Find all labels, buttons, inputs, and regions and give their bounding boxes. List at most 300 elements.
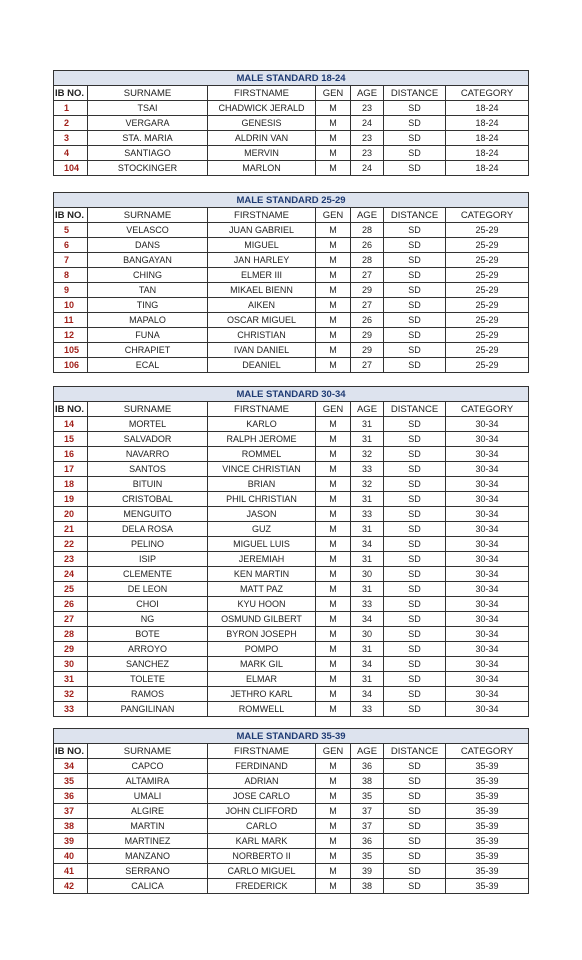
cell-category: 25-29	[446, 283, 529, 298]
section-title: MALE STANDARD 25-29	[54, 193, 529, 208]
section-25-29	[53, 192, 528, 373]
cell-surname: UMALI	[88, 789, 208, 804]
table-row	[54, 672, 529, 687]
cell-age: 34	[351, 537, 384, 552]
cell-firstname: CHRISTIAN	[208, 328, 316, 343]
cell-surname: VERGARA	[88, 116, 208, 131]
table-row	[54, 864, 529, 879]
table-row	[54, 627, 529, 642]
cell-ib: 27	[54, 612, 88, 627]
cell-surname: ECAL	[88, 358, 208, 373]
header-row	[54, 86, 529, 101]
cell-gen: M	[316, 687, 351, 702]
cell-age: 33	[351, 597, 384, 612]
cell-firstname: ELMAR	[208, 672, 316, 687]
header-gen: GEN	[316, 208, 351, 223]
cell-distance: SD	[384, 283, 446, 298]
cell-gen: M	[316, 759, 351, 774]
cell-firstname: CARLO MIGUEL	[208, 864, 316, 879]
cell-distance: SD	[384, 447, 446, 462]
table-row	[54, 238, 529, 253]
cell-distance: SD	[384, 819, 446, 834]
cell-ib: 22	[54, 537, 88, 552]
cell-surname: STOCKINGER	[88, 161, 208, 176]
cell-gen: M	[316, 597, 351, 612]
cell-ib: 12	[54, 328, 88, 343]
header-age: AGE	[351, 208, 384, 223]
cell-distance: SD	[384, 507, 446, 522]
cell-ib: 23	[54, 552, 88, 567]
cell-age: 34	[351, 657, 384, 672]
cell-firstname: JOSE CARLO	[208, 789, 316, 804]
cell-distance: SD	[384, 834, 446, 849]
cell-ib: 5	[54, 223, 88, 238]
cell-gen: M	[316, 417, 351, 432]
cell-ib: 28	[54, 627, 88, 642]
cell-age: 26	[351, 238, 384, 253]
cell-age: 29	[351, 343, 384, 358]
cell-ib: 8	[54, 268, 88, 283]
cell-firstname: MERVIN	[208, 146, 316, 161]
table-row	[54, 131, 529, 146]
cell-firstname: BRIAN	[208, 477, 316, 492]
cell-distance: SD	[384, 101, 446, 116]
table-row	[54, 223, 529, 238]
cell-ib: 26	[54, 597, 88, 612]
cell-gen: M	[316, 522, 351, 537]
cell-ib: 6	[54, 238, 88, 253]
cell-gen: M	[316, 116, 351, 131]
cell-distance: SD	[384, 849, 446, 864]
table-row	[54, 101, 529, 116]
cell-gen: M	[316, 789, 351, 804]
cell-distance: SD	[384, 432, 446, 447]
cell-distance: SD	[384, 343, 446, 358]
cell-age: 31	[351, 582, 384, 597]
cell-gen: M	[316, 819, 351, 834]
cell-ib: 33	[54, 702, 88, 717]
cell-surname: ISIP	[88, 552, 208, 567]
table-row	[54, 358, 529, 373]
cell-firstname: MARLON	[208, 161, 316, 176]
cell-surname: MAPALO	[88, 313, 208, 328]
cell-surname: FUNA	[88, 328, 208, 343]
section-title: MALE STANDARD 18-24	[54, 71, 529, 86]
table-row	[54, 789, 529, 804]
header-category: CATEGORY	[446, 208, 529, 223]
cell-age: 35	[351, 849, 384, 864]
cell-surname: CALICA	[88, 879, 208, 894]
header-distance: DISTANCE	[384, 86, 446, 101]
cell-surname: CHOI	[88, 597, 208, 612]
cell-surname: PANGILINAN	[88, 702, 208, 717]
cell-age: 33	[351, 702, 384, 717]
cell-surname: SANTOS	[88, 462, 208, 477]
cell-ib: 7	[54, 253, 88, 268]
table-row	[54, 477, 529, 492]
header-gen: GEN	[316, 86, 351, 101]
cell-age: 36	[351, 759, 384, 774]
cell-age: 30	[351, 567, 384, 582]
cell-surname: NAVARRO	[88, 447, 208, 462]
cell-age: 31	[351, 432, 384, 447]
cell-ib: 40	[54, 849, 88, 864]
cell-category: 35-39	[446, 819, 529, 834]
cell-distance: SD	[384, 238, 446, 253]
cell-category: 25-29	[446, 238, 529, 253]
cell-category: 25-29	[446, 253, 529, 268]
cell-ib: 3	[54, 131, 88, 146]
cell-category: 30-34	[446, 447, 529, 462]
race-table	[53, 70, 529, 176]
cell-firstname: MIGUEL LUIS	[208, 537, 316, 552]
cell-category: 25-29	[446, 343, 529, 358]
table-row	[54, 328, 529, 343]
cell-ib: 16	[54, 447, 88, 462]
cell-category: 30-34	[446, 582, 529, 597]
cell-firstname: OSCAR MIGUEL	[208, 313, 316, 328]
cell-category: 30-34	[446, 702, 529, 717]
cell-category: 30-34	[446, 462, 529, 477]
cell-gen: M	[316, 849, 351, 864]
cell-age: 26	[351, 313, 384, 328]
cell-category: 30-34	[446, 552, 529, 567]
cell-category: 30-34	[446, 627, 529, 642]
table-row	[54, 552, 529, 567]
table-row	[54, 283, 529, 298]
cell-ib: 41	[54, 864, 88, 879]
cell-firstname: VINCE CHRISTIAN	[208, 462, 316, 477]
cell-surname: MARTINEZ	[88, 834, 208, 849]
cell-age: 24	[351, 116, 384, 131]
table-row	[54, 507, 529, 522]
cell-distance: SD	[384, 522, 446, 537]
cell-firstname: FERDINAND	[208, 759, 316, 774]
cell-distance: SD	[384, 672, 446, 687]
cell-ib: 106	[54, 358, 88, 373]
cell-age: 31	[351, 417, 384, 432]
cell-category: 30-34	[446, 612, 529, 627]
table-row	[54, 774, 529, 789]
cell-surname: BITUIN	[88, 477, 208, 492]
cell-surname: NG	[88, 612, 208, 627]
table-row	[54, 447, 529, 462]
cell-category: 25-29	[446, 358, 529, 373]
header-category: CATEGORY	[446, 744, 529, 759]
cell-distance: SD	[384, 642, 446, 657]
cell-distance: SD	[384, 864, 446, 879]
header-surname: SURNAME	[88, 402, 208, 417]
cell-surname: PELINO	[88, 537, 208, 552]
cell-age: 38	[351, 879, 384, 894]
cell-ib: 21	[54, 522, 88, 537]
cell-ib: 25	[54, 582, 88, 597]
header-firstname: FIRSTNAME	[208, 208, 316, 223]
cell-firstname: GENESIS	[208, 116, 316, 131]
cell-ib: 11	[54, 313, 88, 328]
cell-distance: SD	[384, 597, 446, 612]
cell-gen: M	[316, 582, 351, 597]
cell-category: 30-34	[446, 687, 529, 702]
table-row	[54, 432, 529, 447]
header-firstname: FIRSTNAME	[208, 402, 316, 417]
header-distance: DISTANCE	[384, 744, 446, 759]
header-firstname: FIRSTNAME	[208, 744, 316, 759]
cell-age: 24	[351, 161, 384, 176]
header-surname: SURNAME	[88, 86, 208, 101]
cell-gen: M	[316, 552, 351, 567]
cell-age: 36	[351, 834, 384, 849]
cell-firstname: ALDRIN VAN	[208, 131, 316, 146]
race-table	[53, 728, 529, 894]
table-row	[54, 582, 529, 597]
cell-ib: 30	[54, 657, 88, 672]
cell-ib: 1	[54, 101, 88, 116]
cell-ib: 24	[54, 567, 88, 582]
cell-surname: ALGIRE	[88, 804, 208, 819]
cell-age: 37	[351, 804, 384, 819]
cell-age: 38	[351, 774, 384, 789]
header-distance: DISTANCE	[384, 208, 446, 223]
cell-category: 18-24	[446, 146, 529, 161]
cell-gen: M	[316, 462, 351, 477]
table-row	[54, 834, 529, 849]
table-row	[54, 612, 529, 627]
cell-age: 28	[351, 223, 384, 238]
cell-category: 25-29	[446, 223, 529, 238]
cell-firstname: FREDERICK	[208, 879, 316, 894]
cell-distance: SD	[384, 687, 446, 702]
cell-firstname: AIKEN	[208, 298, 316, 313]
section-title: MALE STANDARD 35-39	[54, 729, 529, 744]
cell-category: 30-34	[446, 672, 529, 687]
cell-firstname: KEN MARTIN	[208, 567, 316, 582]
cell-gen: M	[316, 657, 351, 672]
cell-ib: 18	[54, 477, 88, 492]
cell-firstname: POMPO	[208, 642, 316, 657]
cell-firstname: MATT PAZ	[208, 582, 316, 597]
cell-surname: DE LEON	[88, 582, 208, 597]
table-row	[54, 657, 529, 672]
cell-surname: TSAI	[88, 101, 208, 116]
section-title-row	[54, 387, 529, 402]
cell-category: 30-34	[446, 597, 529, 612]
cell-ib: 15	[54, 432, 88, 447]
cell-gen: M	[316, 804, 351, 819]
cell-firstname: PHIL CHRISTIAN	[208, 492, 316, 507]
cell-distance: SD	[384, 567, 446, 582]
cell-category: 30-34	[446, 432, 529, 447]
cell-age: 27	[351, 268, 384, 283]
cell-gen: M	[316, 879, 351, 894]
cell-firstname: JETHRO KARL	[208, 687, 316, 702]
cell-gen: M	[316, 283, 351, 298]
cell-age: 33	[351, 507, 384, 522]
cell-age: 31	[351, 522, 384, 537]
cell-gen: M	[316, 328, 351, 343]
cell-category: 25-29	[446, 328, 529, 343]
cell-age: 23	[351, 101, 384, 116]
cell-surname: MENGUITO	[88, 507, 208, 522]
cell-distance: SD	[384, 358, 446, 373]
table-row	[54, 116, 529, 131]
cell-distance: SD	[384, 268, 446, 283]
cell-distance: SD	[384, 492, 446, 507]
cell-gen: M	[316, 131, 351, 146]
cell-age: 29	[351, 328, 384, 343]
cell-surname: BOTE	[88, 627, 208, 642]
section-title-row	[54, 193, 529, 208]
cell-age: 31	[351, 492, 384, 507]
table-row	[54, 298, 529, 313]
cell-firstname: ELMER III	[208, 268, 316, 283]
cell-firstname: JOHN CLIFFORD	[208, 804, 316, 819]
cell-distance: SD	[384, 328, 446, 343]
cell-age: 30	[351, 627, 384, 642]
header-category: CATEGORY	[446, 86, 529, 101]
cell-distance: SD	[384, 146, 446, 161]
header-row	[54, 208, 529, 223]
cell-category: 25-29	[446, 268, 529, 283]
cell-age: 34	[351, 687, 384, 702]
cell-firstname: ROMMEL	[208, 447, 316, 462]
table-row	[54, 702, 529, 717]
header-surname: SURNAME	[88, 208, 208, 223]
table-row	[54, 567, 529, 582]
cell-ib: 39	[54, 834, 88, 849]
table-row	[54, 313, 529, 328]
cell-gen: M	[316, 567, 351, 582]
cell-age: 27	[351, 358, 384, 373]
cell-firstname: RALPH JEROME	[208, 432, 316, 447]
cell-distance: SD	[384, 702, 446, 717]
cell-category: 30-34	[446, 417, 529, 432]
cell-distance: SD	[384, 612, 446, 627]
header-gen: GEN	[316, 402, 351, 417]
section-35-39	[53, 728, 528, 894]
table-row	[54, 268, 529, 283]
cell-distance: SD	[384, 657, 446, 672]
cell-firstname: CARLO	[208, 819, 316, 834]
table-row	[54, 849, 529, 864]
cell-category: 35-39	[446, 789, 529, 804]
cell-gen: M	[316, 642, 351, 657]
section-18-24	[53, 70, 528, 176]
table-row	[54, 819, 529, 834]
cell-category: 30-34	[446, 492, 529, 507]
cell-age: 23	[351, 146, 384, 161]
section-title-row	[54, 729, 529, 744]
cell-surname: DANS	[88, 238, 208, 253]
table-row	[54, 759, 529, 774]
cell-category: 35-39	[446, 864, 529, 879]
table-row	[54, 537, 529, 552]
cell-surname: MARTIN	[88, 819, 208, 834]
cell-distance: SD	[384, 313, 446, 328]
cell-firstname: JAN HARLEY	[208, 253, 316, 268]
race-table	[53, 386, 529, 717]
cell-category: 35-39	[446, 834, 529, 849]
race-table	[53, 192, 529, 373]
cell-distance: SD	[384, 161, 446, 176]
cell-gen: M	[316, 477, 351, 492]
cell-gen: M	[316, 358, 351, 373]
cell-age: 32	[351, 477, 384, 492]
cell-distance: SD	[384, 417, 446, 432]
cell-gen: M	[316, 313, 351, 328]
cell-firstname: KARLO	[208, 417, 316, 432]
cell-distance: SD	[384, 223, 446, 238]
cell-category: 25-29	[446, 313, 529, 328]
cell-category: 30-34	[446, 657, 529, 672]
cell-ib: 20	[54, 507, 88, 522]
header-firstname: FIRSTNAME	[208, 86, 316, 101]
header-age: AGE	[351, 402, 384, 417]
cell-ib: 9	[54, 283, 88, 298]
cell-surname: TING	[88, 298, 208, 313]
header-age: AGE	[351, 744, 384, 759]
cell-distance: SD	[384, 477, 446, 492]
header-category: CATEGORY	[446, 402, 529, 417]
cell-gen: M	[316, 343, 351, 358]
cell-firstname: OSMUND GILBERT	[208, 612, 316, 627]
cell-surname: CHRAPIET	[88, 343, 208, 358]
cell-gen: M	[316, 627, 351, 642]
cell-firstname: JEREMIAH	[208, 552, 316, 567]
cell-firstname: NORBERTO II	[208, 849, 316, 864]
cell-surname: MORTEL	[88, 417, 208, 432]
cell-category: 35-39	[446, 759, 529, 774]
header-surname: SURNAME	[88, 744, 208, 759]
header-ib: IB NO.	[54, 402, 88, 417]
cell-distance: SD	[384, 116, 446, 131]
table-row	[54, 146, 529, 161]
table-row	[54, 462, 529, 477]
cell-ib: 42	[54, 879, 88, 894]
cell-surname: SERRANO	[88, 864, 208, 879]
cell-distance: SD	[384, 462, 446, 477]
cell-gen: M	[316, 238, 351, 253]
cell-distance: SD	[384, 789, 446, 804]
cell-category: 35-39	[446, 774, 529, 789]
cell-surname: CAPCO	[88, 759, 208, 774]
cell-gen: M	[316, 161, 351, 176]
cell-firstname: BYRON JOSEPH	[208, 627, 316, 642]
cell-gen: M	[316, 253, 351, 268]
cell-firstname: MARK GIL	[208, 657, 316, 672]
cell-firstname: JUAN GABRIEL	[208, 223, 316, 238]
cell-firstname: ROMWELL	[208, 702, 316, 717]
cell-gen: M	[316, 864, 351, 879]
cell-surname: RAMOS	[88, 687, 208, 702]
header-row	[54, 402, 529, 417]
table-row	[54, 804, 529, 819]
table-row	[54, 253, 529, 268]
cell-surname: MANZANO	[88, 849, 208, 864]
cell-gen: M	[316, 268, 351, 283]
cell-category: 30-34	[446, 507, 529, 522]
cell-surname: VELASCO	[88, 223, 208, 238]
cell-age: 28	[351, 253, 384, 268]
table-row	[54, 161, 529, 176]
cell-gen: M	[316, 672, 351, 687]
cell-firstname: ADRIAN	[208, 774, 316, 789]
cell-gen: M	[316, 507, 351, 522]
header-age: AGE	[351, 86, 384, 101]
cell-firstname: MIKAEL BIENN	[208, 283, 316, 298]
cell-ib: 2	[54, 116, 88, 131]
cell-firstname: KYU HOON	[208, 597, 316, 612]
